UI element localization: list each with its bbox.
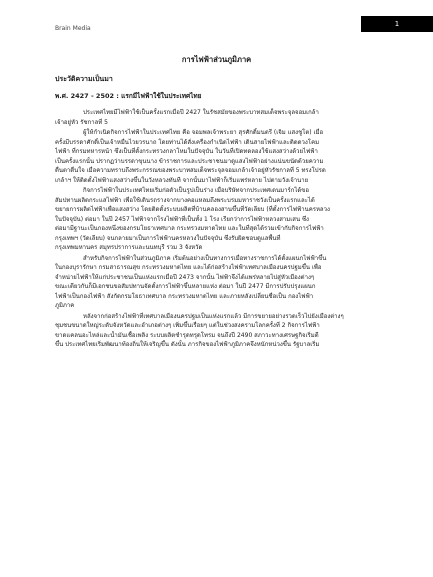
- text-line: ขึ้น ประเทศไทยเริ่มพัฒนาท้องถิ่นให้เจริญขึ้น ดังนั้น ภารกิจของไฟฟ้าภูมิภาคจึงหนักหน่วงขึ้น รัฐบาลเริ่ม: [55, 341, 320, 348]
- text-line: ภูมิภาค: [55, 302, 75, 309]
- text-line: สัมปทานผลิตกระแสไฟฟ้า เพื่อใช้เดินรถรางจากบางคอแหลมถึงพระบรมมหาราชวังเป็นครั้งแรกและได้: [55, 196, 315, 204]
- text-line: ต่อมามีฐานะเป็นกองหนึ่งของกรมโยธาเทศบาล กระทรวงมหาดไทย และในที่สุดได้รวมเข้ากับกิจการไฟฟ้า: [55, 225, 324, 232]
- text-line: สำหรับกิจการไฟฟ้าในส่วนภูมิภาค เริ่มต้นอย่างเป็นทางการเมื่อทางราชการได้ตั้งแผนกไฟฟ้าขึ้น: [83, 254, 327, 262]
- paragraph: [55, 186, 380, 253]
- section-heading: ประวัติความเป็นมา: [55, 75, 113, 83]
- page-number-tab: 1: [361, 16, 433, 32]
- text-line: ประเทศไทยมีไฟฟ้าใช้เป็นครั้งแรกเมื่อปี 2427 ในรัชสมัยของพระบาทสมเด็จพระจุลจอมเกล้า: [83, 109, 319, 116]
- page-title: การไฟฟ้าส่วนภูมิภาค: [181, 55, 252, 64]
- text-line: กรุงเทพมหานคร สมุทรปราการและนนทบุรี รวม 3 จังหวัด: [55, 244, 203, 251]
- text-line: ผู้ให้กำเนิดกิจการไฟฟ้าในประเทศไทย คือ จอมพลเจ้าพระยา สุรศักดิ์มนตรี (เจิม แสงชูโต) เมื่อ: [83, 129, 324, 136]
- text-line: กิจการไฟฟ้าในประเทศไทยเริ่มก่อตัวเป็นรูปเป็นร่าง เมื่อบริษัทจากประเทศเดนมาร์กได้ขอ: [83, 187, 309, 194]
- paragraph: [55, 254, 380, 311]
- text-line: ในกองบุรารักษา กรมสาธารณสุข กระทรวงมหาดไทย และได้ก่อสร้างไฟฟ้าเทศบาลเมืองนครปฐมขึ้น เพื่อ: [55, 264, 322, 271]
- text-line: ขาดแคลนอะไหล่และน้ำมันเชื้อเพลิง ระบบผลิตชำรุดทรุดโทรม จนถึงปี 2490 สภาวะทางเศรษฐกิจเริ่มดี: [55, 331, 319, 339]
- body-text: [55, 108, 380, 351]
- text-line: ในปัจจุบัน) ต่อมา ในปี 2457 ไฟฟ้าจากโรงไฟฟ้าที่เป็นทั้ง 1 โรง เรียกว่าการไฟฟ้าหลวงสามเสน ซึ่ง: [55, 215, 309, 223]
- paragraph: [55, 108, 380, 127]
- publisher-header: Brain Media: [55, 25, 91, 32]
- subheading: พ.ศ. 2427 - 2502 : แรกมีไฟฟ้าใช้ในประเทศไทย: [55, 92, 202, 100]
- text-line: จำหน่ายไฟฟ้าให้แก่ประชาชนเป็นแห่งแรกเมื่อปี 2473 จากนั้น ไฟฟ้าจึงได้แพร่หลายไปสู่หัวเมืองต่างๆ: [55, 273, 315, 281]
- text-line: เกล้าฯ ให้ติดตั้งไฟฟ้าแสงสว่างขึ้นในวังหลวงทันที จากนั้นมาไฟฟ้าก็เริ่มแพร่หลาย ไปตามวังเจ้านาย: [55, 176, 309, 184]
- text-line: ชุมชนขนาดใหญ่ระดับจังหวัดและอำเภอต่างๆ เพิ่มขึ้นเรื่อยๆ แต่ในช่วงสงครามโลกครั้งที่ 2 กิจการไฟฟ้า: [55, 322, 320, 329]
- text-line: ไฟฟ้า ที่กรมทหารหน้า ซึ่งเป็นที่ตั้งกระทรวงกลาโหมในปัจจุบัน ในวันที่เปิดทดลองใช้แสงสว่างด้วยไฟฟ้า: [55, 148, 318, 155]
- text-line: ไฟฟ้าเป็นกองไฟฟ้า สังกัดกรมโยธาเทศบาล กระทรวงมหาดไทย และภายหลังเปลี่ยนชื่อเป็น กองไฟฟ้า: [55, 292, 314, 300]
- text-line: เป็นครั้งแรกนั้น ปรากฏว่าบรรดาขุนนาง ข้าราชการและประชาชนมาดูแสงไฟฟ้าอย่างแน่นขนัดด้วยความ: [55, 157, 324, 165]
- text-line: กรุงเทพฯ (วัดเลียบ) จนกลายมาเป็นการไฟฟ้านครหลวงในปัจจุบัน ซึ่งรับผิดชอบดูแลพื้นที่: [55, 234, 281, 242]
- text-line: ครั้งมีบรรดาศักดิ์เป็นเจ้าหมื่นไวยวรนาถ โดยท่านได้สั่งเครื่องกำเนิดไฟฟ้า เดินสายไฟฟ้าและติดดวงโคม: [55, 138, 320, 146]
- text-line: ตื่นตาตื่นใจ เมื่อความทราบถึงพระกรรณของพระบาทสมเด็จพระจุลจอมเกล้าเจ้าอยู่หัวรัชกาลที่ 5 ทรงโปรด: [55, 167, 326, 174]
- paragraph: [55, 312, 380, 350]
- text-line: หลังจากก่อสร้างไฟฟ้าที่เทศบาลเมืองนครปฐมเป็นแห่งแรกแล้ว มีการขยายอย่างรวดเร็วไปยังเมืองต่างๆ: [83, 312, 344, 320]
- text-line: ขณะเดียวกันก็มีเอกชนขอสัมปทานจัดตั้งการไฟฟ้าขึ้นหลายแห่ง ต่อมา ในปี 2477 มีการปรับปรุงแผนก: [55, 283, 316, 290]
- text-line: เจ้าอยู่หัว รัชกาลที่ 5: [55, 118, 108, 126]
- text-line: ขยายการผลิตไฟฟ้าเพื่อแสงสว่าง โดยติดตั้งระบบผลิตที่บ้านคลองสานขึ้นที่วัดเลียบ (ที่ตั้งการไฟฟ้านครหลวง: [55, 206, 330, 213]
- paragraph: [55, 128, 380, 185]
